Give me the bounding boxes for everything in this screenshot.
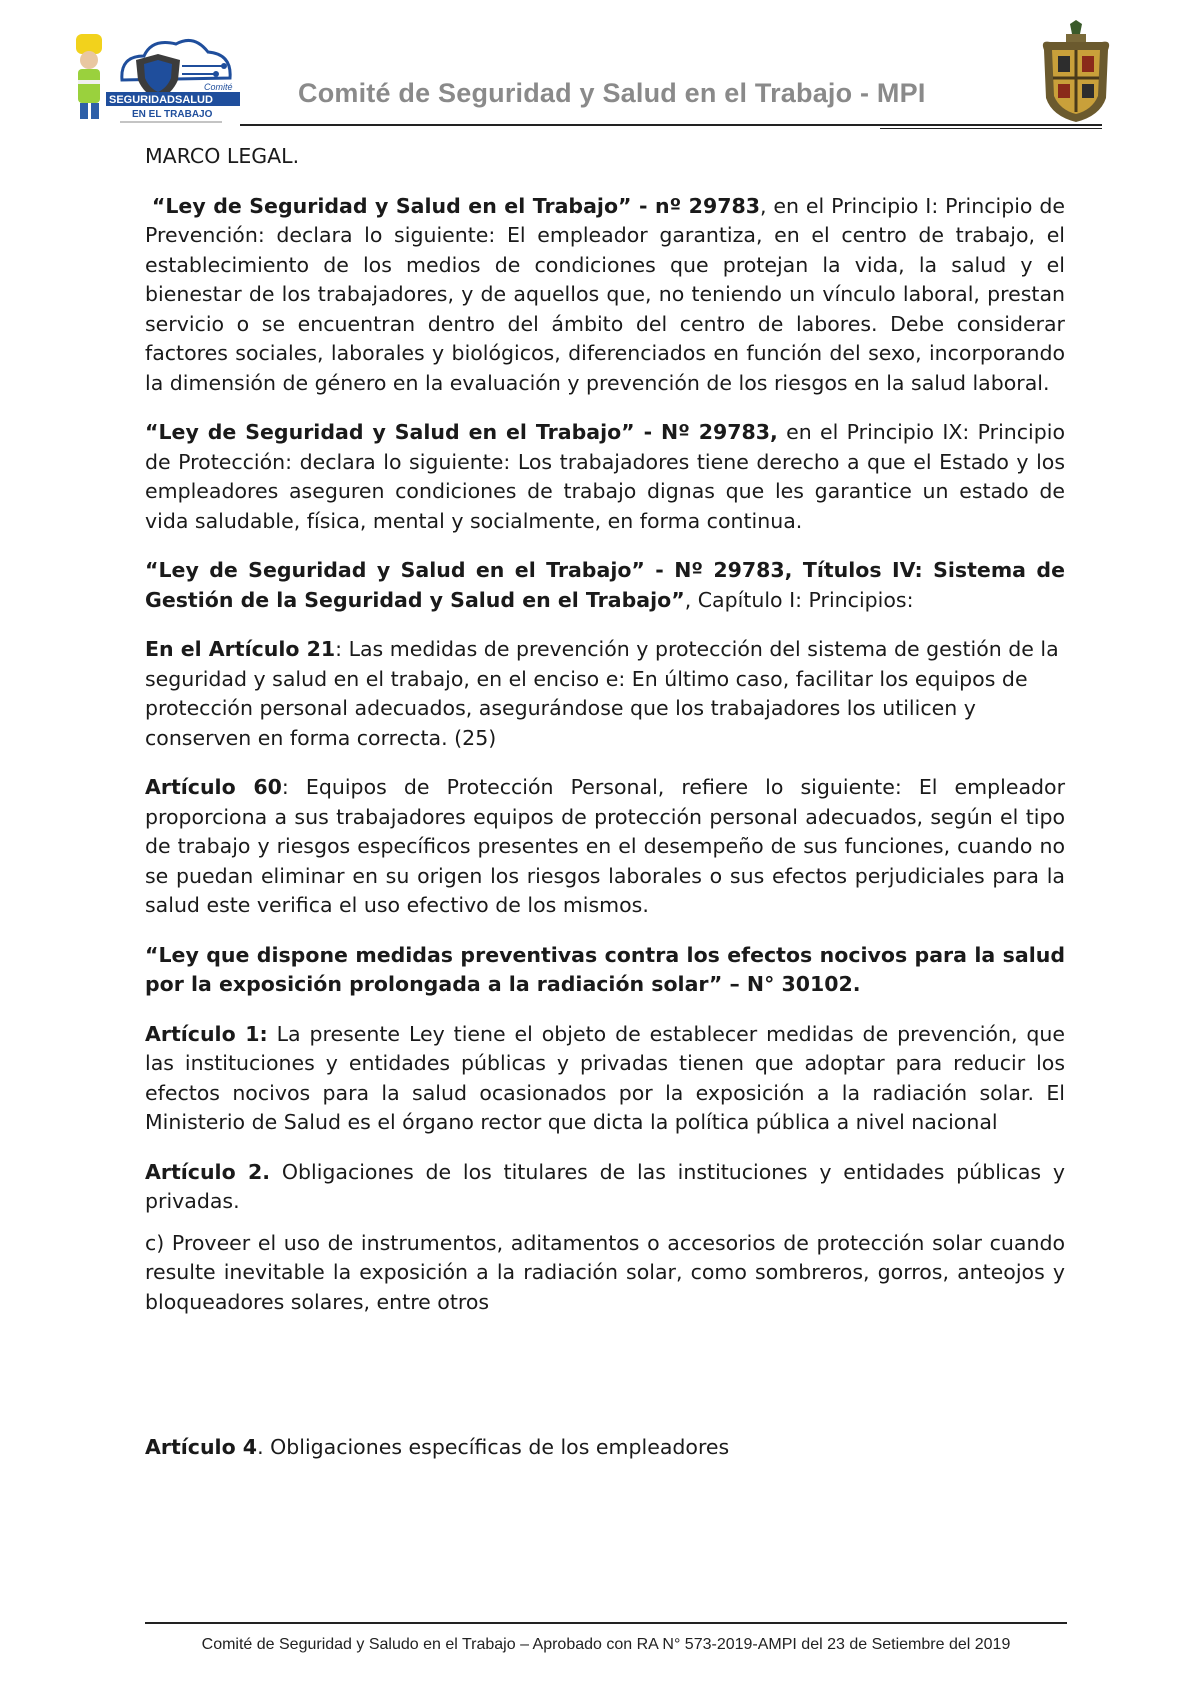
page-footer: Comité de Seguridad y Saludo en el Trabajo – Aprobado con RA N° 573-2019-AMPI del 23 de Setiembre del 2019 <box>201 1636 1011 1653</box>
svg-text:EN EL TRABAJO: EN EL TRABAJO <box>132 109 213 120</box>
coat-of-arms-icon <box>1040 20 1112 124</box>
header-divider-secondary <box>880 128 1102 129</box>
paragraph-articulo-4: Artículo 4. Obligaciones específicas de los empleadores <box>145 1435 730 1459</box>
paragraph-articulo-21: En el Artículo 21: Las medidas de prevención y protección del sistema de gestión de la seguridad y salud en el trabajo, en el enciso e: En último caso, facilitar los equipos de protección personal adecuados, asegurándose que los trabajadores los utilicen y conserven en forma correcta. (25) <box>145 637 1059 750</box>
header-divider <box>240 124 1102 126</box>
page-header <box>0 0 1200 140</box>
paragraph-item-c: c) Proveer el uso de instrumentos, aditamentos o accesorios de protección solar cuando resulte inevitable la exposición a la radiación solar, como sombreros, gorros, anteojos y bloqueadores solares, entre otros <box>145 1230 1065 1314</box>
paragraph-ley-29783-principio-ix: “Ley de Seguridad y Salud en el Trabajo” - Nº 29783, en el Principio IX: Principio de Protección: declara lo siguiente: Los trabajadores tiene derecho a que el Estado y los empleadores aseguren condiciones de trabajo dignas que les garantice un estado de vida saludable, física, mental y socialmente, en forma continua. <box>145 420 1065 533</box>
section-heading: MARCO LEGAL. <box>145 144 300 168</box>
paragraph-ley-30102-title: “Ley que dispone medidas preventivas contra los efectos nocivos para la salud por la exposición prolongada a la radiación solar” – N° 30102. <box>145 942 1065 996</box>
document-body <box>145 142 1065 1483</box>
paragraph-ley-29783-principio-i: “Ley de Seguridad y Salud en el Trabajo” - nº 29783, en el Principio I: Principio de Prevención: declara lo siguiente: El empleador garantiza, en el centro de trabajo, el establecimiento de los medios de condiciones que protejan la vida, la salud y el bienestar de los trabajadores, y de aquellos que, no teniendo un vínculo laboral, prestan servicio o se encuentran dentro del ámbito del centro de labores. Debe considerar factores sociales, laborales y biológicos, diferenciados en función del sexo, incorporando la dimensión de género en la evaluación y prevención de los riesgos en la salud laboral. <box>145 193 1065 395</box>
header-title: Comité de Seguridad y Salud en el Trabajo - MPI <box>298 78 926 108</box>
svg-text:Comité: Comité <box>204 82 233 92</box>
committee-logo <box>72 20 242 130</box>
svg-text:SEGURIDADSALUD: SEGURIDADSALUD <box>109 94 213 106</box>
footer-divider <box>145 1622 1067 1624</box>
paragraph-ley-29783-titulo-iv: “Ley de Seguridad y Salud en el Trabajo” - Nº 29783, Títulos IV: Sistema de Gestión de la Seguridad y Salud en el Trabajo”, Capítulo I: Principios: <box>145 558 1065 612</box>
paragraph-articulo-60: Artículo 60: Equipos de Protección Personal, refiere lo siguiente: El empleador proporciona a sus trabajadores equipos de protección personal adecuados, según el tipo de trabajo y riesgos específicos presentes en el desempeño de sus funciones, cuando no se puedan eliminar en su origen los riesgos laborales o sus efectos perjudiciales para la salud este verifica el uso efectivo de los mismos. <box>145 775 1066 917</box>
paragraph-articulo-1: Artículo 1: La presente Ley tiene el objeto de establecer medidas de prevención, que las instituciones y entidades públicas y privadas tienen que adoptar para reducir los efectos nocivos para la salud ocasionados por la exposición a la radiación solar. El Ministerio de Salud es el órgano rector que dicta la política pública a nivel nacional <box>145 1021 1065 1134</box>
paragraph-articulo-2: Artículo 2. Obligaciones de los titulares de las instituciones y entidades públicas y privadas. <box>145 1159 1065 1213</box>
blank-space <box>145 1337 1065 1433</box>
